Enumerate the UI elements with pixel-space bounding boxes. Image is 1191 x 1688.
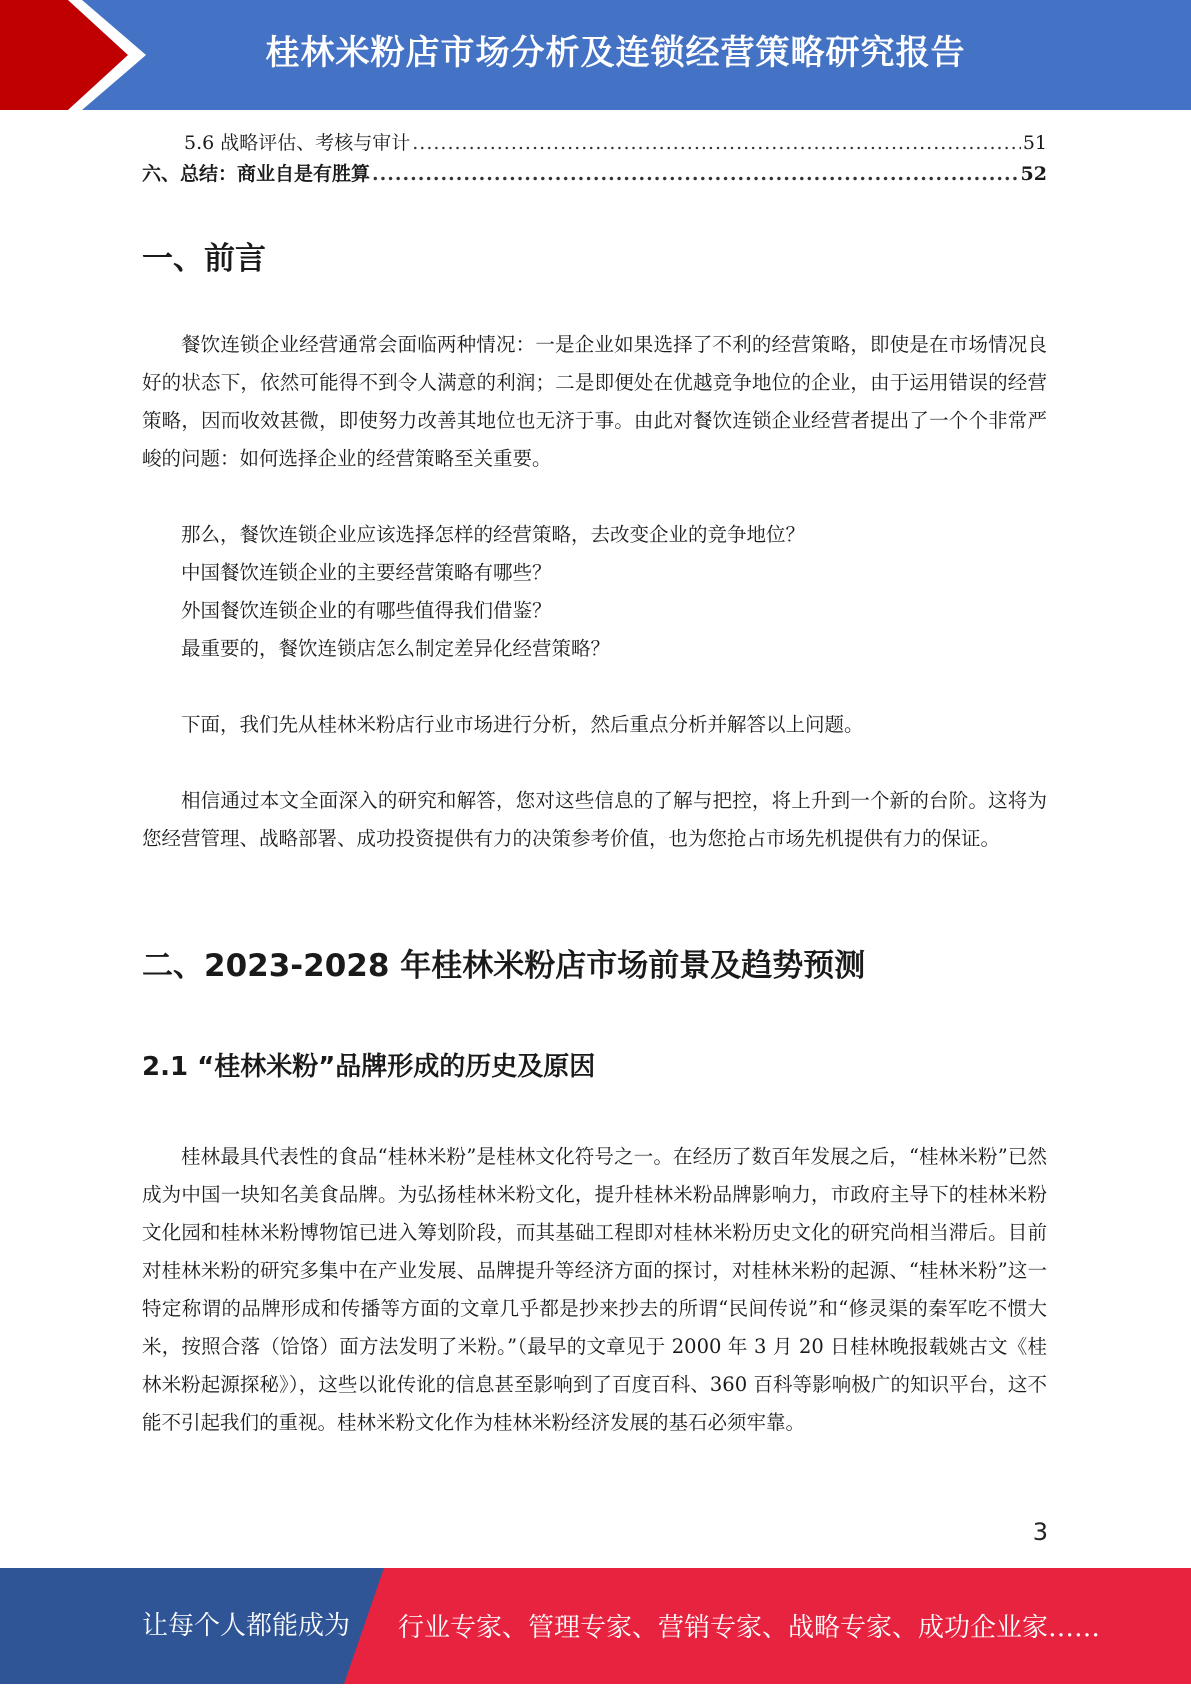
question-item: 最重要的，餐饮连锁店怎么制定差异化经营策略？	[181, 637, 611, 660]
preface-paragraph-3: 相信通过本文全面深入的研究和解答，您对这些信息的了解与把控，将上升到一个新的台阶。这将为您经营管理、战略部署、成功投资提供有力的决策参考价值，也为您抢占市场先机提供有力的保证。	[142, 789, 1047, 850]
toc-entry-page: 52	[1020, 163, 1047, 185]
document-title: 桂林米粉店市场分析及连锁经营策略研究报告	[265, 33, 966, 73]
toc-leader-dots	[372, 159, 1019, 190]
header-arrow-decoration	[0, 0, 160, 110]
preface-paragraph-1: 餐饮连锁企业经营通常会面临两种情况：一是企业如果选择了不利的经营策略，即使是在市场情况良好的状态下，依然可能得不到令人满意的利润；二是即便处在优越竞争地位的企业，由于运用错误的经营策略，因而收效甚微，即使努力改善其地位也无济于事。由此对餐饮连锁企业经营者提出了一个个非常严峻的问题：如何选择企业的经营策略至关重要。	[142, 333, 1047, 470]
footer-slogan-left: 让每个人都能成为	[142, 1611, 351, 1641]
section-heading-preface: 一、前言	[142, 241, 266, 277]
question-item: 那么，餐饮连锁企业应该选择怎样的经营策略，去改变企业的竞争地位？	[181, 523, 806, 546]
question-list	[142, 516, 1047, 668]
question-item: 中国餐饮连锁企业的主要经营策略有哪些？	[181, 561, 552, 584]
footer-banner	[0, 1568, 1191, 1684]
section-heading-market-forecast: 二、2023-2028 年桂林米粉店市场前景及趋势预测	[142, 948, 866, 984]
page-number: 3	[1032, 1518, 1048, 1546]
toc-entry-label: 5.6 战略评估、考核与审计	[184, 132, 411, 154]
toc-entry[interactable]	[142, 159, 1047, 190]
header-banner	[0, 0, 1191, 110]
page-content	[142, 128, 1047, 1434]
toc-entry[interactable]	[142, 128, 1047, 159]
toc-leader-dots	[412, 128, 1021, 159]
preface-paragraph-2: 下面，我们先从桂林米粉店行业市场进行分析，然后重点分析并解答以上问题。	[181, 713, 864, 736]
footer-slogan-right: 行业专家、管理专家、营销专家、战略专家、成功企业家……	[398, 1613, 1101, 1643]
toc-entry-page: 51	[1022, 132, 1047, 154]
subsection-heading-brand-history: 2.1 “桂林米粉”品牌形成的历史及原因	[142, 1052, 596, 1082]
brand-history-paragraph: 桂林最具代表性的食品“桂林米粉”是桂林文化符号之一。在经历了数百年发展之后，“桂林米粉”已然成为中国一块知名美食品牌。为弘扬桂林米粉文化，提升桂林米粉品牌影响力，市政府主导下的桂林米粉文化园和桂林米粉博物馆已进入筹划阶段，而其基础工程即对桂林米粉历史文化的研究尚相当滞后。目前对桂林米粉的研究多集中在产业发展、品牌提升等经济方面的探讨，对桂林米粉的起源、“桂林米粉”这一特定称谓的品牌形成和传播等方面的文章几乎都是抄来抄去的所谓“民间传说”和“修灵渠的秦军吃不惯大米，按照合落（饸饹）面方法发明了米粉。”（最早的文章见于 2000 年 3 月 20 日桂林晚报载姚古文《桂林米粉起源探秘》），这些以讹传讹的信息甚至影响到了百度百科、360 百科等影响极广的知识平台，这不能不引起我们的重视。桂林米粉文化作为桂林米粉经济发展的基石必须牢靠。	[142, 1145, 1047, 1434]
toc-entry-label: 六、总结：商业自是有胜算	[142, 163, 371, 185]
question-item: 外国餐饮连锁企业的有哪些值得我们借鉴？	[181, 599, 552, 622]
